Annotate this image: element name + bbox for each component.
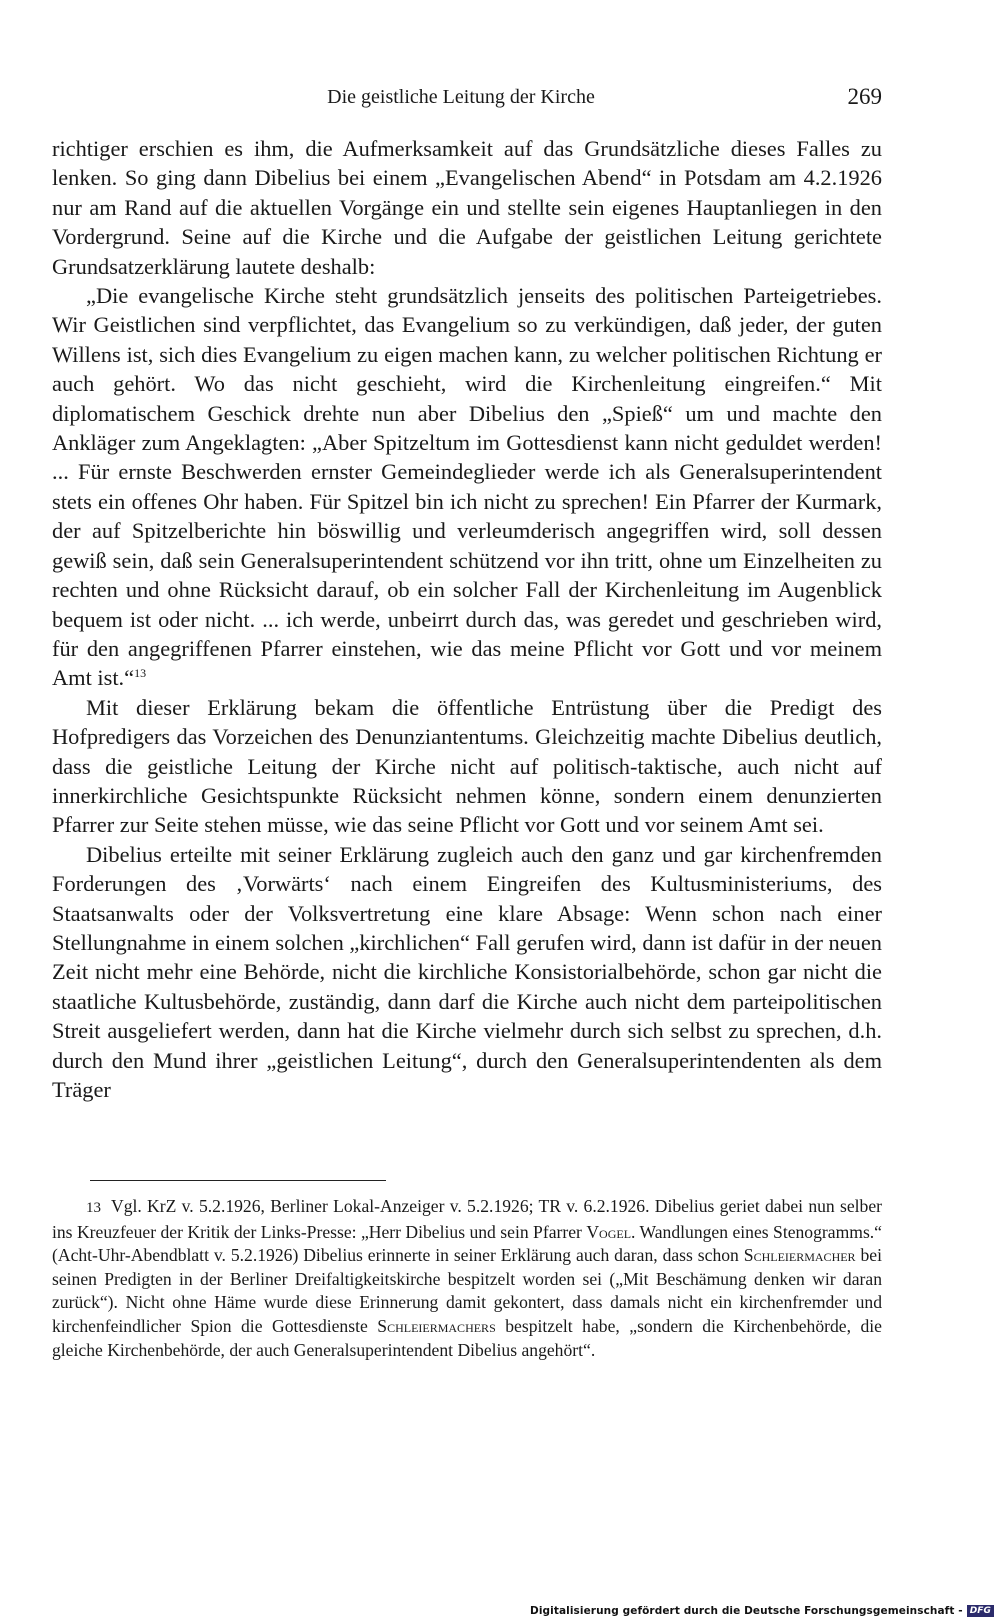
footnote-name-schleiermachers: Schleiermachers: [377, 1315, 496, 1336]
footnote-reference[interactable]: 13: [134, 666, 147, 681]
footnote-text-c: bei seinen Predigten in der Berliner Dreifaltigkeitskirche bespitzelt worden sei („Mit Beschämung denken wir daran zurück“). Nicht ohne Häme wurde diese Erinnerung damit gekontert, dass damals nicht ein kirchenfremder und kirchenfeindlicher Spion die Gottesdienste: [52, 1245, 882, 1336]
running-title: Die geistliche Leitung der Kirche: [327, 86, 595, 108]
paragraph-2-text: „Die evangelische Kirche steht grundsätzlich jenseits des politischen Parteigetriebes. Wir Geistlichen sind verpflichtet, das Evangelium so zu verkündigen, daß jeder, der guten Willens ist, sich dies Evangelium zu eigen machen kann, zu welcher politischen Richtung er auch gehört. Wo das nicht geschieht, wird die Kirchenleitung eingreifen.“ Mit diplomatischem Geschick drehte nun aber Dibelius den „Spieß“ um und machte den Ankläger zum Angeklagten: „Aber Spitzeltum im Gottesdienst kann nicht geduldet werden! ... Für ernste Beschwerden ernster Gemeindeglieder werde ich als Generalsuperintendent stets ein offenes Ohr haben. Für Spitzel bin ich nicht zu sprechen! Ein Pfarrer der Kurmark, der auf Spitzelberichte hin böswillig und verleumderisch angegriffen wird, soll dessen gewiß sein, daß sein Generalsuperintendent schützend vor ihn tritt, ohne um Einzelheiten zu rechten und ohne Rücksicht darauf, ob ein solcher Fall der Kirchenleitung im Augenblick bequem ist oder nicht. ... ich werde, unbeirrt durch das, was geredet und geschrieben wird, für den angegriffenen Pfarrer einstehen, wie das meine Pflicht vor Gott und vor meinem Amt ist.“: [52, 283, 882, 691]
paragraph-2-quote: [52, 281, 882, 693]
footnote-name-vogel: Vogel: [586, 1221, 632, 1242]
paragraph-3: Mit dieser Erklärung bekam die öffentliche Entrüstung über die Predigt des Hofpredigers das Vorzeichen des Denunziantentums. Gleichzeitig machte Dibelius deutlich, dass die geistliche Leitung der Kirche nicht auf politisch-taktische, auch nicht auf innerkirchliche Gesichtspunkte Rücksicht nehmen könne, sondern einem denunzierten Pfarrer zur Seite stehen müsse, wie das seine Pflicht vor Gott und vor seinem Amt sei.: [52, 694, 882, 838]
page-header: [0, 84, 1000, 116]
paragraph-4: Dibelius erteilte mit seiner Erklärung zugleich auch den ganz und gar kirchenfremden Forderungen des ‚Vorwärts‘ nach einem Eingreifen des Kultusministeriums, des Staatsanwalts oder der Volksvertretung eine klare Absage: Wenn schon nach einer Stellungnahme in einem solchen „kirchlichen“ Fall gerufen wird, dann ist dafür in der neuen Zeit nicht mehr eine Behörde, nicht die kirchliche Konsistorialbehörde, schon gar nicht die staatliche Kultusbehörde, zuständig, dann darf die Kirche auch nicht dem parteipolitischen Streit ausgeliefert werden, dann hat die Kirche vielmehr durch sich selbst zu sprechen, d.h. durch den Mund ihrer „geistlichen Leitung“, durch den Generalsuperintendenten als dem Träger: [52, 841, 882, 1102]
body-text: [52, 134, 882, 1104]
digitization-footer: [530, 1603, 994, 1619]
footnote-text-a: Vgl. KrZ v. 5.2.1926, Berliner Lokal-Anzeiger v. 5.2.1926; TR v. 6.2.1926. Dibelius geriet dabei nun selber ins Kreuzfeuer der Kritik der Links-Presse: „Herr Dibelius und sein Pfarrer: [52, 1196, 882, 1242]
dfg-logo: DFG: [967, 1605, 994, 1617]
footnote-text-b: . Wandlungen eines Stenogramms.“ (Acht-Uhr-Abendblatt v. 5.2.1926) Dibelius erinnerte in seiner Erklärung auch daran, dass schon: [52, 1221, 882, 1266]
digitization-note: Digitalisierung gefördert durch die Deutsche Forschungsgemeinschaft -: [530, 1605, 963, 1617]
footnote-number: 13: [86, 1200, 101, 1216]
footnotes: [52, 1195, 882, 1362]
footnote-rule: [90, 1180, 386, 1181]
footnote-13: [52, 1195, 882, 1362]
paragraph-1: richtiger erschien es ihm, die Aufmerksamkeit auf das Grundsätzliche dieses Falles zu lenken. So ging dann Dibelius bei einem „Evangelischen Abend“ in Potsdam am 4.2.1926 nur am Rand auf die aktuellen Vorgänge ein und stellte sein eigenes Hauptanliegen in den Vordergrund. Seine auf die Kirche und die Aufgabe der geistlichen Leitung gerichtete Grundsatzerklärung lautete deshalb:: [52, 136, 882, 279]
page-number: 269: [847, 84, 882, 109]
footnote-name-schleiermacher: Schleiermacher: [743, 1245, 856, 1266]
footnote-text-d: bespitzelt habe, „sondern die Kirchenbehörde, die gleiche Kirchenbehörde, der auch Generalsuperintendent Dibelius angehört“.: [52, 1315, 882, 1360]
